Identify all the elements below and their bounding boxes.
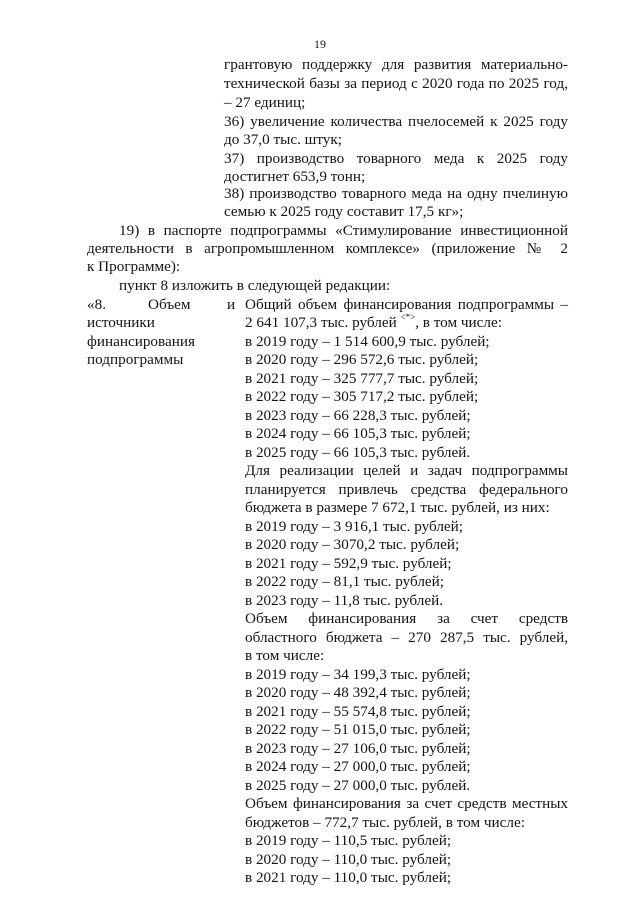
right-col-line: в 2022 году – 305 717,2 тыс. рублей;	[245, 388, 479, 405]
point8-line: пункт 8 изложить в следующей редакции:	[119, 277, 391, 294]
left-col-label: финансирования	[87, 333, 195, 350]
right-col-line: в 2025 году – 27 000,0 тыс. рублей.	[245, 777, 471, 794]
top-line: – 27 единиц;	[224, 94, 306, 111]
right-col-line: Общий объем финансирования подпрограммы –	[245, 296, 568, 313]
top-line: достигнет 653,9 тонн;	[224, 168, 366, 185]
right-col-line: планируется привлечь средства федерального	[245, 481, 568, 498]
right-col-line: Объем финансирования за счет средств местных	[245, 795, 568, 812]
right-col-line: Объем финансирования за счет средств	[245, 610, 568, 627]
left-col-number: «8.	[87, 296, 106, 313]
left-col-label: подпрограммы	[87, 351, 184, 368]
right-col-line: в 2023 году – 66 228,3 тыс. рублей;	[245, 407, 471, 424]
right-col-line: в 2021 году – 110,0 тыс. рублей;	[245, 869, 452, 886]
footnote-mark: <*>	[400, 312, 416, 322]
right-col-line: в 2021 году – 55 574,8 тыс. рублей;	[245, 703, 471, 720]
right-col-line: Для реализации целей и задач подпрограммы	[245, 462, 568, 479]
right-col-line: в 2025 году – 66 105,3 тыс. рублей.	[245, 444, 471, 461]
left-col-label: и	[227, 296, 236, 313]
right-col-line: в том числе:	[245, 647, 325, 664]
right-col-line: областного бюджета – 270 287,5 тыс. рублей,	[245, 629, 568, 646]
top-line: семью к 2025 году составит 17,5 кг»;	[224, 203, 464, 220]
right-col-line: в 2020 году – 48 392,4 тыс. рублей;	[245, 684, 471, 701]
right-col-line: в 2022 году – 51 015,0 тыс. рублей;	[245, 721, 471, 738]
item19-line: к Программе):	[87, 258, 181, 275]
right-col-line: в 2024 году – 27 000,0 тыс. рублей;	[245, 758, 471, 775]
left-col-label: Объем	[148, 296, 191, 313]
right-col-line: в 2020 году – 3070,2 тыс. рублей;	[245, 536, 460, 553]
top-line: до 37,0 тыс. штук;	[224, 131, 342, 148]
total-tail: , в том числе:	[415, 314, 502, 331]
right-col-line: в 2023 году – 27 106,0 тыс. рублей;	[245, 740, 471, 757]
right-col-line: в 2024 году – 66 105,3 тыс. рублей;	[245, 425, 471, 442]
page-number: 19	[314, 37, 326, 51]
right-col-line: в 2019 году – 3 916,1 тыс. рублей;	[245, 518, 463, 535]
right-col-line: в 2022 году – 81,1 тыс. рублей;	[245, 573, 445, 590]
top-line: 38) производство товарного меда на одну пчелиную	[224, 185, 568, 202]
item19-line: деятельности в агропромышленном комплексе» (приложение № 2	[87, 240, 568, 257]
top-line: 37) производство товарного меда к 2025 году	[224, 150, 568, 167]
right-col-line: в 2023 году – 11,8 тыс. рублей.	[245, 592, 444, 609]
top-line: 36) увеличение количества пчелосемей к 2025 году	[224, 113, 568, 130]
right-col-line: в 2019 году – 34 199,3 тыс. рублей;	[245, 666, 471, 683]
total-amount: 2 641 107,3 тыс. рублей	[245, 314, 397, 331]
right-col-line: в 2020 году – 296 572,6 тыс. рублей;	[245, 351, 479, 368]
item19-line: 19) в паспорте подпрограммы «Стимулирование инвестиционной	[119, 222, 568, 239]
right-col-line: в 2019 году – 1 514 600,9 тыс. рублей;	[245, 333, 490, 350]
top-line: грантовую поддержку для развития материально-	[224, 56, 568, 73]
right-col-line: в 2019 году – 110,5 тыс. рублей;	[245, 832, 452, 849]
right-col-line: в 2021 году – 325 777,7 тыс. рублей;	[245, 370, 479, 387]
right-col-line: в 2021 году – 592,9 тыс. рублей;	[245, 555, 452, 572]
right-col-line: в 2020 году – 110,0 тыс. рублей;	[245, 851, 452, 868]
top-line: технической базы за период с 2020 года по 2025 год,	[224, 75, 568, 92]
right-col-line: бюджета в размере 7 672,1 тыс. рублей, из них:	[245, 499, 550, 516]
right-col-line	[245, 314, 502, 333]
right-col-line: бюджетов – 772,7 тыс. рублей, в том числе:	[245, 814, 525, 831]
left-col-label: источники	[87, 314, 155, 331]
